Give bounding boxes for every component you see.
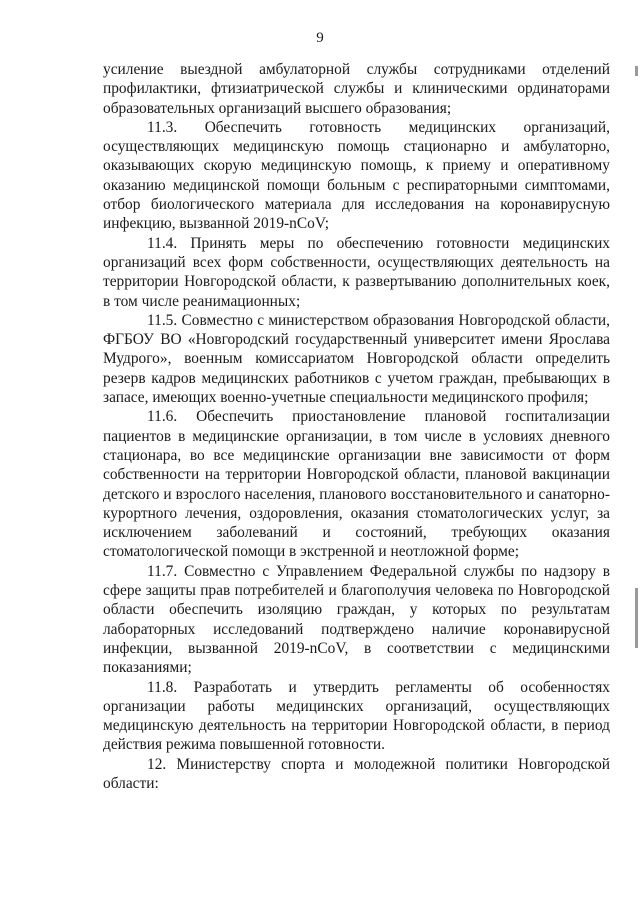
paragraph-11-3: 11.3. Обеспечить готовность медицинских организаций, осуществляющих медицинскую помощь стационарно и амбулаторно, оказывающих скорую медицинскую помощь, к приему и оперативному оказанию медицинской помощи больным с респираторными симптомами, отбор биологического материала для исследования на коронавирусную инфекцию, вызванной 2019-nCoV; (103, 118, 610, 233)
scan-margin-mark (635, 66, 638, 76)
scan-margin-mark (635, 588, 638, 648)
paragraph-11-7: 11.7. Совместно с Управлением Федеральной службы по надзору в сфере защиты прав потребителей и благополучия человека по Новгородской области обеспечить изоляцию граждан, у которых по результатам лабораторных исследований подтверждено наличие коронавирусной инфекции, вызванной 2019-nCoV, в соответствии с медицинскими показаниями; (103, 562, 610, 677)
paragraph-11-8: 11.8. Разработать и утвердить регламенты об особенностях организации работы медицинских организаций, осуществляющих медицинскую деятельность на территории Новгородской области, в период действия режима повышенной готовности. (103, 678, 610, 754)
paragraph-11-4: 11.4. Принять меры по обеспечению готовности медицинских организаций всех форм собственности, осуществляющих деятельность на территории Новгородской области, к развертыванию дополнительных коек, в том числе реанимационных; (103, 234, 610, 310)
paragraph-intro: усиление выездной амбулаторной службы сотрудниками отделений профилактики, фтизиатрической службы и клиническими ординаторами образовательных организаций высшего образования; (103, 61, 610, 117)
paragraph-12: 12. Министерству спорта и молодежной политики Новгородской области: (103, 755, 610, 792)
page-number: 9 (316, 30, 324, 46)
paragraph-11-6: 11.6. Обеспечить приостановление плановой госпитализации пациентов в медицинские организации, в том числе в условиях дневного стационара, во все медицинские организации вне зависимости от форм собственности на территории Новгородской области, плановой вакцинации детского и взрослого населения, планового восстановительного и санаторно-курортного лечения, оздоровления, оказания стоматологических услуг, за исключением заболеваний и состояний, требующих оказания стоматологической помощи в экстренной и неотложной форме; (103, 408, 610, 561)
paragraph-11-5: 11.5. Совместно с министерством образования Новгородской области, ФГБОУ ВО «Новгородский государственный университет имени Ярослава Мудрого», военным комиссариатом Новгородской области определить резерв кадров медицинских работников с учетом граждан, пребывающих в запасе, имеющих военно-учетные специальности медицинского профиля; (103, 311, 610, 407)
document-body (103, 60, 610, 793)
